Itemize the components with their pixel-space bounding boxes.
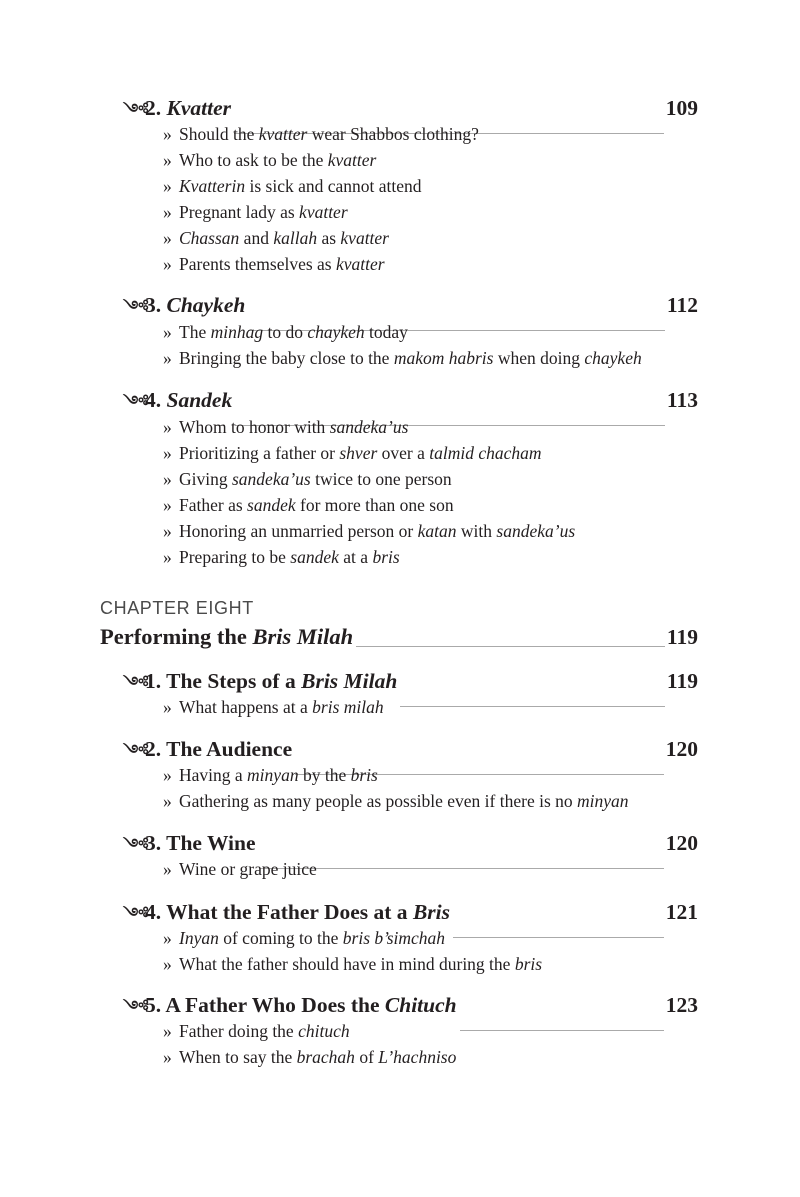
italic-term: L’hachniso [378,1047,457,1067]
bullet-guillemet-icon: » [163,150,172,170]
list-item [163,791,703,812]
italic-term: chaykeh [584,348,642,368]
item-text: What the father should have in mind during the [179,954,515,974]
entry-title: 3. The Wine [145,831,256,855]
list-item [163,859,703,880]
item-text: Giving [179,469,232,489]
item-text: What happens at a [179,697,313,717]
fleuron-ornament-icon: ༺ [123,673,147,692]
fleuron-ornament-icon: ༺ [123,904,147,923]
page-number: 112 [666,293,698,317]
item-text: when doing [493,348,585,368]
entry-title: 3. Chaykeh [145,293,246,317]
chapter-title: Performing the Bris Milah [100,624,354,649]
list-item [163,495,703,516]
fleuron-ornament-icon: ༺ [123,392,147,411]
italic-term: chituch [298,1021,350,1041]
bullet-guillemet-icon: » [163,176,172,196]
item-text: wear Shabbos clothing? [307,124,479,144]
bullet-guillemet-icon: » [163,254,172,274]
list-item [163,697,703,718]
item-text: Father doing the [179,1021,299,1041]
italic-term: kvatter [340,228,389,248]
italic-term: katan [417,521,457,541]
italic-term: sandek [290,547,339,567]
fleuron-ornament-icon: ༺ [123,297,147,316]
bullet-guillemet-icon: » [163,495,172,515]
item-text: Honoring an unmarried person or [179,521,418,541]
item-text: Prioritizing a father or [179,443,340,463]
italic-term: kvatter [327,150,377,170]
italic-term: minyan [577,791,629,811]
item-text: today [364,322,408,342]
bullet-guillemet-icon: » [163,1047,172,1067]
italic-term: bris [372,547,400,567]
italic-term: bris [350,765,378,785]
italic-term: bris milah [312,697,384,717]
italic-term: minhag [210,322,264,342]
list-item [163,124,703,145]
item-text: Gathering as many people as possible even if there is no [179,791,578,811]
entry-title: 2. Kvatter [145,96,231,120]
bullet-guillemet-icon: » [163,954,172,974]
page-number: 109 [665,96,698,120]
list-item [163,150,703,171]
bullet-guillemet-icon: » [163,791,172,811]
fleuron-ornament-icon: ༺ [123,835,147,854]
page-number: 120 [665,737,698,761]
list-item [163,348,703,369]
item-text: The [179,322,211,342]
italic-term: brachah [296,1047,355,1067]
item-text: to do [263,322,308,342]
fleuron-ornament-icon: ༺ [123,741,147,760]
page-number: 120 [665,831,698,855]
bullet-guillemet-icon: » [163,1021,172,1041]
bullet-guillemet-icon: » [163,348,172,368]
bullet-guillemet-icon: » [163,521,172,541]
italic-term: shver [339,443,378,463]
list-item [163,202,703,223]
italic-term: bris [514,954,543,974]
bullet-guillemet-icon: » [163,322,172,342]
list-item [163,469,703,490]
list-item [163,547,703,568]
italic-term: Kvatterin [179,176,246,196]
item-text: Father as [179,495,248,515]
italic-term: Chassan [179,228,240,248]
item-text: Who to ask to be the [179,150,328,170]
page-number: 123 [665,993,698,1017]
italic-term: kallah [273,228,318,248]
item-text: as [317,228,341,248]
list-item [163,443,703,464]
italic-term: chaykeh [307,322,365,342]
list-item [163,322,703,343]
item-text: and [239,228,274,248]
list-item [163,228,703,249]
list-item [163,417,703,438]
item-text: Whom to honor with [179,417,330,437]
bullet-guillemet-icon: » [163,697,172,717]
italic-term: talmid chacham [429,443,542,463]
item-text: Preparing to be [179,547,291,567]
bullet-guillemet-icon: » [163,202,172,222]
bullet-guillemet-icon: » [163,765,172,785]
item-text: Bringing the baby close to the [179,348,394,368]
bullet-guillemet-icon: » [163,228,172,248]
bullet-guillemet-icon: » [163,417,172,437]
list-item [163,954,703,975]
italic-term: sandeka’us [329,417,409,437]
entry-title: 1. The Steps of a Bris Milah [145,669,398,693]
italic-term: sandek [247,495,296,515]
list-item [163,1021,703,1042]
item-text: Having a [179,765,248,785]
list-item [163,928,703,949]
bullet-guillemet-icon: » [163,443,172,463]
item-text: by the [298,765,351,785]
item-text: for more than one son [295,495,454,515]
italic-term: bris b’simchah [342,928,446,948]
dot-leader [356,646,665,647]
item-text: with [456,521,497,541]
bullet-guillemet-icon: » [163,124,172,144]
list-item [163,521,703,542]
italic-term: sandeka’us [232,469,311,489]
chapter-label: CHAPTER EIGHT [100,598,254,618]
fleuron-ornament-icon: ༺ [123,997,147,1016]
item-text: Should the [179,124,259,144]
italic-term: sandeka’us [496,521,576,541]
fleuron-ornament-icon: ༺ [123,100,147,119]
item-text: over a [377,443,430,463]
italic-term: Inyan [179,928,219,948]
italic-term: kvatter [299,202,348,222]
item-text: Parents themselves as [179,254,336,274]
page-number: 119 [666,669,698,693]
italic-term: minyan [247,765,299,785]
bullet-guillemet-icon: » [163,547,172,567]
entry-title: 4. Sandek [145,388,233,412]
toc-entry-chapter-eight[interactable] [100,624,698,650]
entry-title: 5. A Father Who Does the Chituch [145,993,457,1017]
page-number: 113 [666,388,698,412]
item-text: Pregnant lady as [179,202,300,222]
list-item [163,254,703,275]
list-item [163,765,703,786]
list-item [163,1047,703,1068]
item-text: When to say the [179,1047,297,1067]
item-text: of [354,1047,379,1067]
item-text: Wine or grape juice [179,859,317,879]
page-number: 119 [666,625,698,649]
bullet-guillemet-icon: » [163,859,172,879]
italic-term: makom habris [393,348,494,368]
italic-term: kvatter [335,254,385,274]
list-item [163,176,703,197]
bullet-guillemet-icon: » [163,469,172,489]
bullet-guillemet-icon: » [163,928,172,948]
entry-title: 4. What the Father Does at a Bris [145,900,450,924]
page-number: 121 [665,900,698,924]
item-text: twice to one person [310,469,452,489]
item-text: is sick and cannot attend [245,176,422,196]
italic-term: kvatter [258,124,308,144]
item-text: at a [338,547,373,567]
entry-title: 2. The Audience [145,737,293,761]
item-text: of coming to the [218,928,343,948]
